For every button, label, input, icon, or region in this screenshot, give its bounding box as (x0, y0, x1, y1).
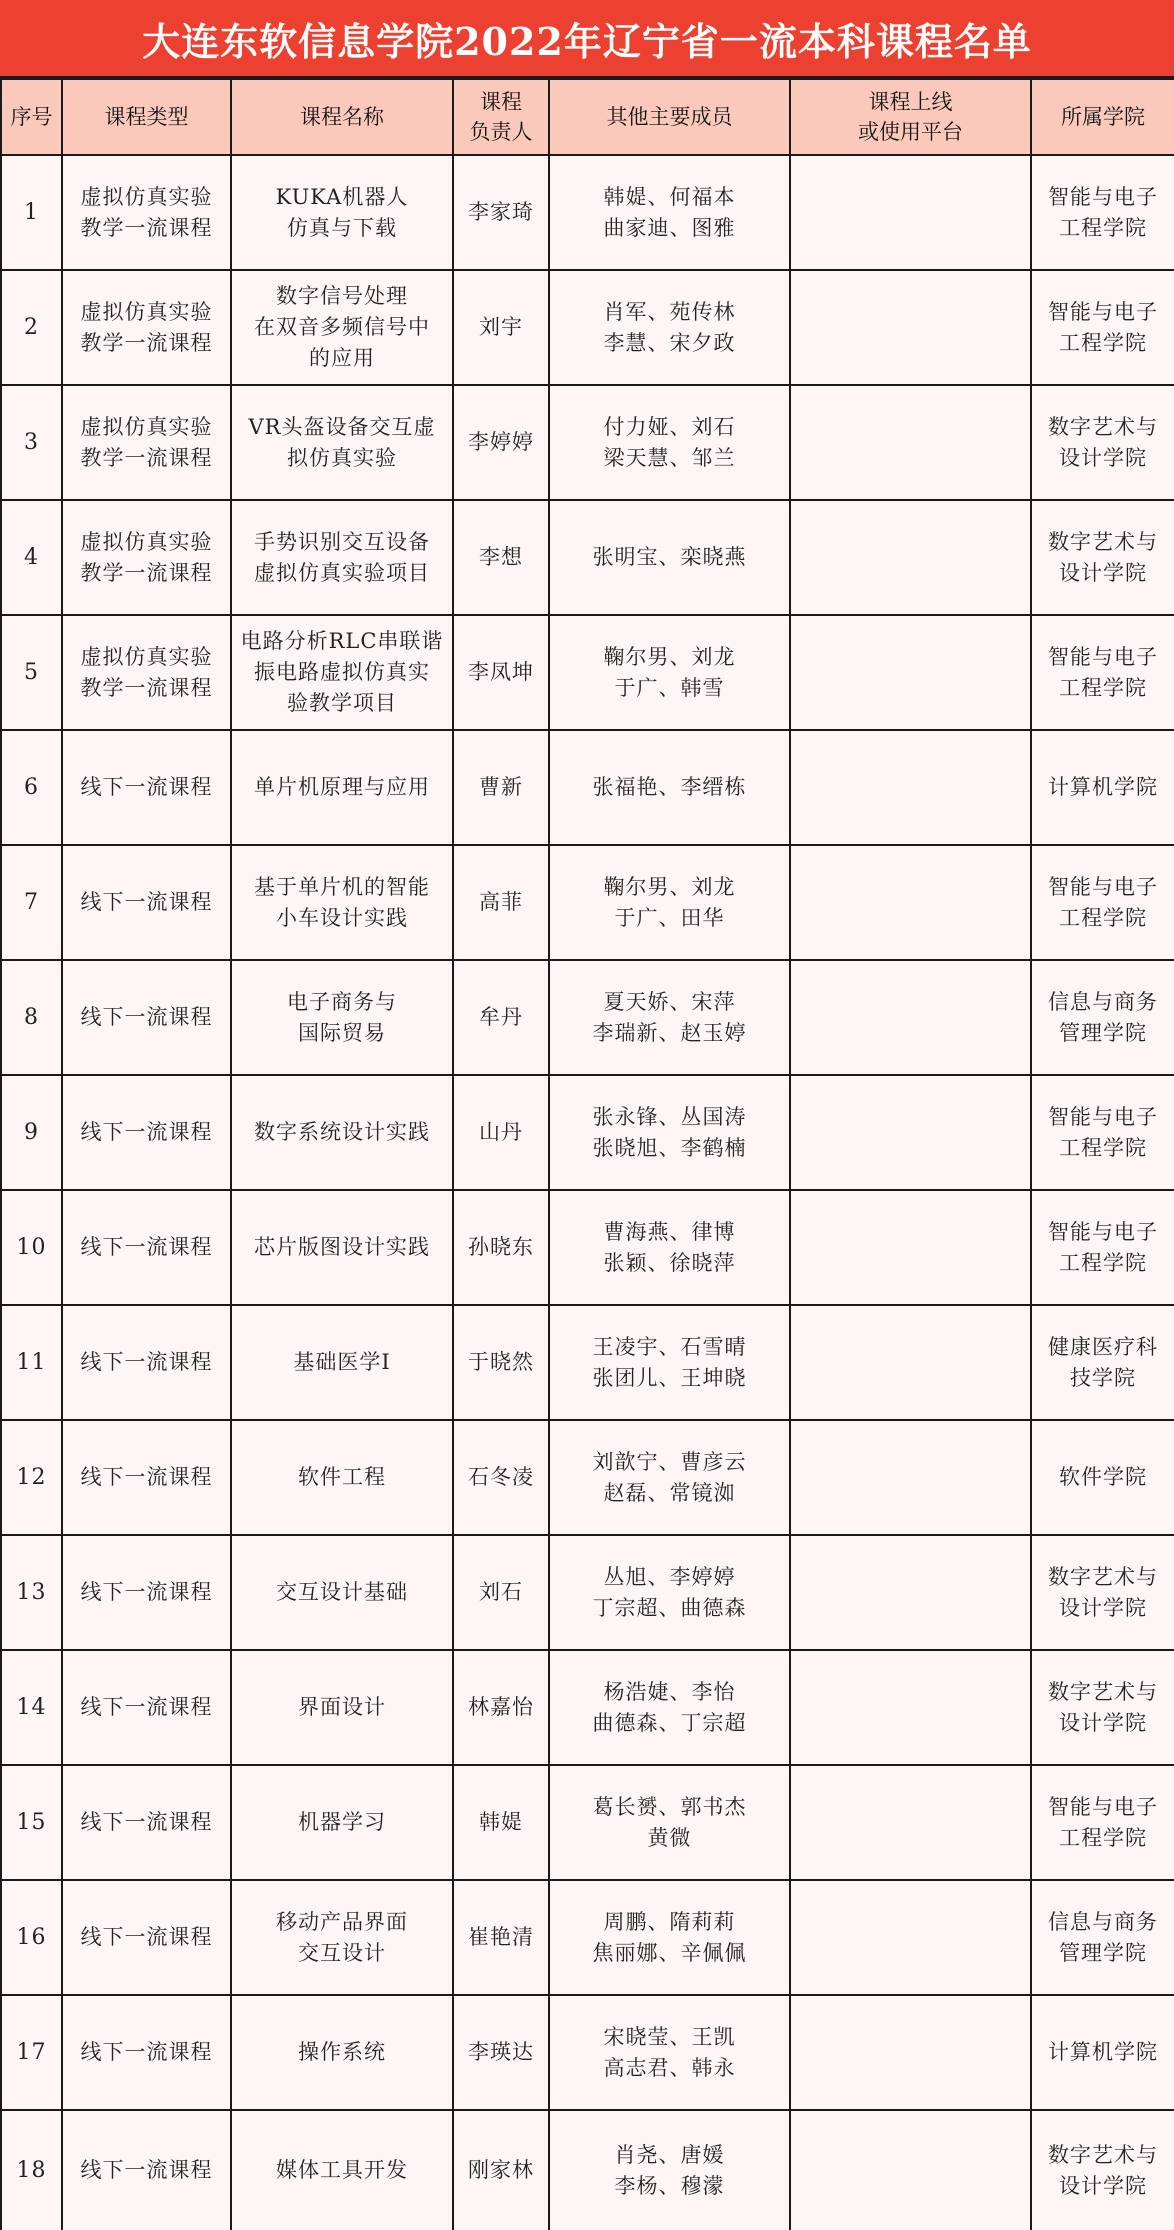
column-header-lead: 课程 负责人 (453, 79, 549, 155)
cell-platform (790, 385, 1031, 500)
cell-type: 线下一流课程 (62, 1535, 231, 1650)
cell-no: 17 (1, 1995, 62, 2110)
cell-members: 王凌宇、石雪晴 张团儿、王坤晓 (549, 1305, 790, 1420)
cell-lead: 刘宇 (453, 270, 549, 385)
cell-members: 曹海燕、律博 张颖、徐晓萍 (549, 1190, 790, 1305)
cell-school: 健康医疗科 技学院 (1031, 1305, 1174, 1420)
cell-school: 软件学院 (1031, 1420, 1174, 1535)
cell-no: 15 (1, 1765, 62, 1880)
cell-platform (790, 1765, 1031, 1880)
column-header-school: 所属学院 (1031, 79, 1174, 155)
cell-lead: 曹新 (453, 730, 549, 845)
cell-no: 3 (1, 385, 62, 500)
table-row (1, 1305, 1174, 1420)
cell-members: 鞠尔男、刘龙 于广、田华 (549, 845, 790, 960)
cell-members: 张福艳、李缙栋 (549, 730, 790, 845)
cell-school: 信息与商务 管理学院 (1031, 960, 1174, 1075)
table-row (1, 960, 1174, 1075)
cell-name: 软件工程 (231, 1420, 453, 1535)
cell-type: 线下一流课程 (62, 1765, 231, 1880)
cell-no: 13 (1, 1535, 62, 1650)
cell-lead: 崔艳清 (453, 1880, 549, 1995)
cell-no: 6 (1, 730, 62, 845)
cell-members: 夏天娇、宋萍 李瑞新、赵玉婷 (549, 960, 790, 1075)
cell-type: 虚拟仿真实验 教学一流课程 (62, 385, 231, 500)
cell-name: 交互设计基础 (231, 1535, 453, 1650)
table-row (1, 385, 1174, 500)
cell-platform (790, 960, 1031, 1075)
cell-type: 线下一流课程 (62, 1190, 231, 1305)
cell-name: 媒体工具开发 (231, 2110, 453, 2230)
cell-name: 基础医学Ⅰ (231, 1305, 453, 1420)
cell-platform (790, 2110, 1031, 2230)
course-table (0, 78, 1174, 2230)
cell-platform (790, 500, 1031, 615)
cell-type: 线下一流课程 (62, 730, 231, 845)
cell-type: 虚拟仿真实验 教学一流课程 (62, 155, 231, 270)
cell-type: 线下一流课程 (62, 1995, 231, 2110)
cell-school: 计算机学院 (1031, 1995, 1174, 2110)
cell-platform (790, 270, 1031, 385)
cell-no: 5 (1, 615, 62, 730)
cell-name: 操作系统 (231, 1995, 453, 2110)
cell-members: 宋晓莹、王凯 高志君、韩永 (549, 1995, 790, 2110)
column-header-platform: 课程上线 或使用平台 (790, 79, 1031, 155)
cell-lead: 山丹 (453, 1075, 549, 1190)
cell-no: 8 (1, 960, 62, 1075)
cell-name: VR头盔设备交互虚 拟仿真实验 (231, 385, 453, 500)
cell-members: 周鹏、隋莉莉 焦丽娜、辛佩佩 (549, 1880, 790, 1995)
table-row (1, 1995, 1174, 2110)
cell-members: 丛旭、李婷婷 丁宗超、曲德森 (549, 1535, 790, 1650)
cell-platform (790, 845, 1031, 960)
cell-lead: 孙晓东 (453, 1190, 549, 1305)
cell-school: 数字艺术与 设计学院 (1031, 2110, 1174, 2230)
table-row (1, 845, 1174, 960)
cell-members: 葛长赟、郭书杰 黄微 (549, 1765, 790, 1880)
table-row (1, 270, 1174, 385)
cell-no: 7 (1, 845, 62, 960)
cell-type: 线下一流课程 (62, 1880, 231, 1995)
table-row (1, 1765, 1174, 1880)
cell-lead: 韩媞 (453, 1765, 549, 1880)
cell-no: 18 (1, 2110, 62, 2230)
cell-type: 虚拟仿真实验 教学一流课程 (62, 615, 231, 730)
cell-members: 杨浩婕、李怡 曲德森、丁宗超 (549, 1650, 790, 1765)
cell-name: KUKA机器人 仿真与下载 (231, 155, 453, 270)
cell-platform (790, 1650, 1031, 1765)
cell-name: 手势识别交互设备 虚拟仿真实验项目 (231, 500, 453, 615)
cell-school: 智能与电子 工程学院 (1031, 1190, 1174, 1305)
cell-platform (790, 1995, 1031, 2110)
cell-school: 智能与电子 工程学院 (1031, 1075, 1174, 1190)
cell-platform (790, 615, 1031, 730)
cell-name: 机器学习 (231, 1765, 453, 1880)
cell-lead: 李凤坤 (453, 615, 549, 730)
cell-lead: 刚家林 (453, 2110, 549, 2230)
cell-school: 计算机学院 (1031, 730, 1174, 845)
cell-members: 肖尧、唐媛 李杨、穆濛 (549, 2110, 790, 2230)
cell-lead: 刘石 (453, 1535, 549, 1650)
column-header-members: 其他主要成员 (549, 79, 790, 155)
cell-name: 基于单片机的智能 小车设计实践 (231, 845, 453, 960)
cell-lead: 李想 (453, 500, 549, 615)
cell-no: 4 (1, 500, 62, 615)
table-row (1, 1650, 1174, 1765)
cell-name: 芯片版图设计实践 (231, 1190, 453, 1305)
table-row (1, 730, 1174, 845)
table-row (1, 1075, 1174, 1190)
cell-members: 鞠尔男、刘龙 于广、韩雪 (549, 615, 790, 730)
cell-no: 12 (1, 1420, 62, 1535)
cell-lead: 高菲 (453, 845, 549, 960)
table-row (1, 1190, 1174, 1305)
cell-school: 智能与电子 工程学院 (1031, 1765, 1174, 1880)
cell-school: 数字艺术与 设计学院 (1031, 500, 1174, 615)
cell-lead: 李家琦 (453, 155, 549, 270)
cell-no: 2 (1, 270, 62, 385)
cell-name: 单片机原理与应用 (231, 730, 453, 845)
cell-lead: 牟丹 (453, 960, 549, 1075)
table-row (1, 155, 1174, 270)
cell-members: 张永锋、丛国涛 张晓旭、李鹤楠 (549, 1075, 790, 1190)
cell-lead: 林嘉怡 (453, 1650, 549, 1765)
cell-platform (790, 1190, 1031, 1305)
cell-type: 线下一流课程 (62, 1420, 231, 1535)
cell-school: 数字艺术与 设计学院 (1031, 385, 1174, 500)
table-row (1, 2110, 1174, 2230)
header-row (1, 79, 1174, 155)
cell-platform (790, 1535, 1031, 1650)
cell-no: 14 (1, 1650, 62, 1765)
cell-platform (790, 1305, 1031, 1420)
cell-no: 1 (1, 155, 62, 270)
cell-no: 9 (1, 1075, 62, 1190)
cell-platform (790, 155, 1031, 270)
cell-school: 数字艺术与 设计学院 (1031, 1535, 1174, 1650)
cell-type: 线下一流课程 (62, 1075, 231, 1190)
cell-type: 线下一流课程 (62, 1650, 231, 1765)
cell-name: 移动产品界面 交互设计 (231, 1880, 453, 1995)
cell-school: 智能与电子 工程学院 (1031, 615, 1174, 730)
table-row (1, 1420, 1174, 1535)
cell-members: 刘歆宁、曹彦云 赵磊、常镜洳 (549, 1420, 790, 1535)
cell-members: 付力娅、刘石 梁天慧、邹兰 (549, 385, 790, 500)
cell-platform (790, 1880, 1031, 1995)
cell-members: 张明宝、栾晓燕 (549, 500, 790, 615)
table-row (1, 500, 1174, 615)
cell-lead: 李瑛达 (453, 1995, 549, 2110)
cell-name: 界面设计 (231, 1650, 453, 1765)
cell-type: 线下一流课程 (62, 1305, 231, 1420)
cell-type: 线下一流课程 (62, 2110, 231, 2230)
cell-school: 智能与电子 工程学院 (1031, 845, 1174, 960)
cell-school: 智能与电子 工程学院 (1031, 155, 1174, 270)
column-header-no: 序号 (1, 79, 62, 155)
cell-type: 线下一流课程 (62, 960, 231, 1075)
cell-lead: 于晓然 (453, 1305, 549, 1420)
cell-school: 数字艺术与 设计学院 (1031, 1650, 1174, 1765)
cell-name: 数字系统设计实践 (231, 1075, 453, 1190)
cell-school: 智能与电子 工程学院 (1031, 270, 1174, 385)
cell-lead: 李婷婷 (453, 385, 549, 500)
cell-school: 信息与商务 管理学院 (1031, 1880, 1174, 1995)
table-row (1, 1880, 1174, 1995)
cell-platform (790, 1420, 1031, 1535)
cell-name: 电路分析RLC串联谐 振电路虚拟仿真实 验教学项目 (231, 615, 453, 730)
cell-members: 韩媞、何福本 曲家迪、图雅 (549, 155, 790, 270)
cell-type: 线下一流课程 (62, 845, 231, 960)
cell-type: 虚拟仿真实验 教学一流课程 (62, 270, 231, 385)
cell-lead: 石冬凌 (453, 1420, 549, 1535)
column-header-type: 课程类型 (62, 79, 231, 155)
page-title: 大连东软信息学院2022年辽宁省一流本科课程名单 (0, 0, 1174, 78)
cell-platform (790, 730, 1031, 845)
cell-no: 10 (1, 1190, 62, 1305)
table-row (1, 1535, 1174, 1650)
cell-members: 肖军、苑传林 李慧、宋夕政 (549, 270, 790, 385)
table-row (1, 615, 1174, 730)
cell-name: 电子商务与 国际贸易 (231, 960, 453, 1075)
cell-type: 虚拟仿真实验 教学一流课程 (62, 500, 231, 615)
column-header-name: 课程名称 (231, 79, 453, 155)
cell-no: 11 (1, 1305, 62, 1420)
cell-platform (790, 1075, 1031, 1190)
cell-name: 数字信号处理 在双音多频信号中 的应用 (231, 270, 453, 385)
cell-no: 16 (1, 1880, 62, 1995)
